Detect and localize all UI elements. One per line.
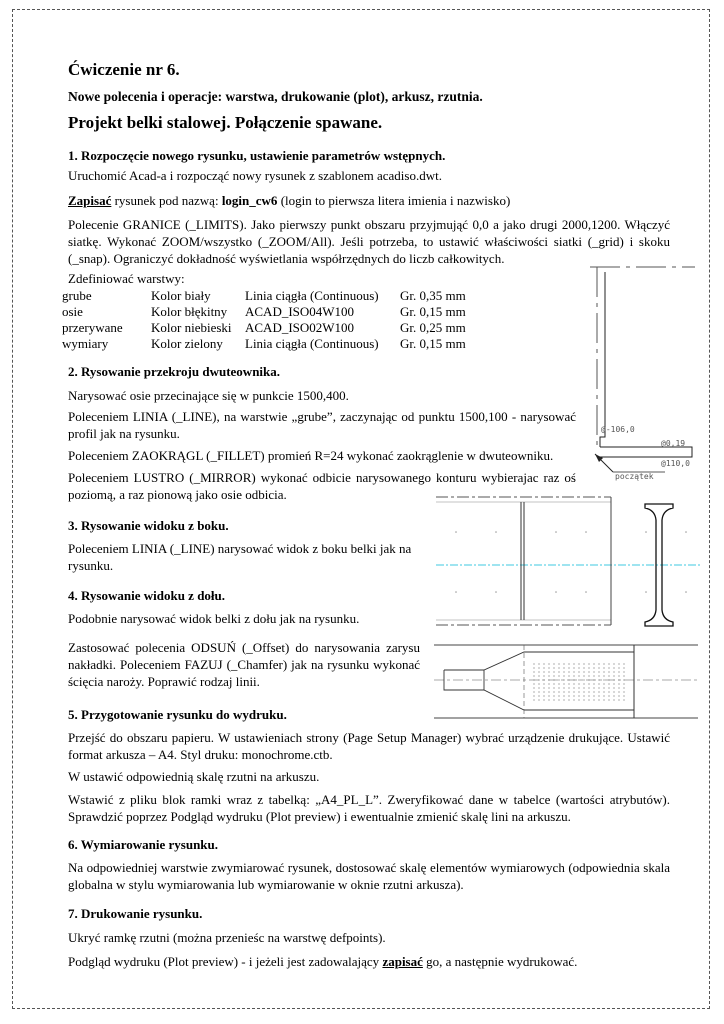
layer-name: przerywane (62, 320, 123, 335)
hatch-dot (568, 691, 569, 692)
hatch-dot (563, 699, 564, 700)
hatch-dot (533, 667, 534, 668)
hatch-dot (623, 671, 624, 672)
hatch-dot (568, 675, 569, 676)
hatch-dot (538, 683, 539, 684)
hatch-dot (598, 695, 599, 696)
ibeam-profile-drawing (585, 262, 700, 487)
hatch-dot (548, 683, 549, 684)
hatch-dot (563, 679, 564, 680)
hatch-dot (623, 679, 624, 680)
hatch-dot (573, 691, 574, 692)
hatch-dot (553, 691, 554, 692)
hatch-dot (623, 695, 624, 696)
hatch-dot (538, 675, 539, 676)
hatch-dot (543, 691, 544, 692)
hatch-dot (558, 667, 559, 668)
layer-weight: Gr. 0,15 mm (400, 304, 466, 319)
hatch-dot (613, 683, 614, 684)
section-1-heading: 1. Rozpoczęcie nowego rysunku, ustawienie parametrów wstępnych. (68, 148, 446, 163)
hatch-dot (608, 691, 609, 692)
s4-paragraph-1: Podobnie narysować widok belki z dołu jak na rysunku. (68, 611, 360, 626)
hatch-dot (608, 663, 609, 664)
hatch-dot (558, 695, 559, 696)
hatch-dot (563, 675, 564, 676)
hatch-dot (573, 695, 574, 696)
hatch-dot (593, 679, 594, 680)
coord-label: @-106,0 (601, 425, 635, 434)
hatch-dot (598, 691, 599, 692)
hatch-dot (598, 671, 599, 672)
hatch-dot (543, 675, 544, 676)
hatch-dot (553, 699, 554, 700)
hatch-dot (563, 663, 564, 664)
hatch-dot (608, 683, 609, 684)
hatch-dot (548, 699, 549, 700)
layer-linetype: ACAD_ISO02W100 (245, 320, 355, 335)
hatch-dot (588, 683, 589, 684)
s1-paragraph-3: Polecenie GRANICE (_LIMITS). Jako pierwszy punkt obszaru przyjmująć 0,0 a jako drugi 2000,1200. Włączyć siatkę. Wykonać ZOOM/wszystko (_ZOOM/All). Jeśli potrzeba, to ustawić właściwości siatki (_grid) i skoku (_snap). Ograniczyć dokładność wyświetlania współrzędnych do liczb całkowitych. (68, 217, 670, 266)
hatch-dot (548, 695, 549, 696)
hatch-dot (578, 691, 579, 692)
hatch-dot (623, 687, 624, 688)
hatch-dot (618, 687, 619, 688)
hatch-dot (568, 667, 569, 668)
hatch-dot (558, 675, 559, 676)
hatch-dot (558, 679, 559, 680)
hatch-dot (608, 675, 609, 676)
hatch-dot (573, 687, 574, 688)
save-word-2: zapisać (382, 954, 423, 969)
layer-linetype: Linia ciągła (Continuous) (245, 336, 379, 351)
hatch-dot (593, 671, 594, 672)
hatch-dot (578, 695, 579, 696)
hatch-dot (608, 699, 609, 700)
hatch-dot (558, 671, 559, 672)
hatch-dot (603, 679, 604, 680)
coord-label: @110,0 (661, 459, 690, 468)
subtitle: Nowe polecenia i operacje: warstwa, drukowanie (plot), arkusz, rzutnia. (68, 89, 483, 104)
hatch-dot (593, 695, 594, 696)
hatch-dot (543, 695, 544, 696)
hatch-dot (543, 699, 544, 700)
hatch-dot (578, 683, 579, 684)
hatch-dot (543, 687, 544, 688)
hatch-dot (613, 691, 614, 692)
layer-name: osie (62, 304, 83, 319)
hatch-dot (558, 683, 559, 684)
hatch-dot (568, 683, 569, 684)
hatch-dot (548, 667, 549, 668)
hatch-dot (583, 687, 584, 688)
hatch-dot (618, 691, 619, 692)
hatch-dot (533, 699, 534, 700)
hatch-dot (568, 671, 569, 672)
section-6-heading: 6. Wymiarowanie rysunku. (68, 837, 219, 852)
s5-paragraph-3: Wstawić z pliku blok ramki wraz z tabelką: „A4_PL_L”. Zweryfikować dane w tabelce (wartości atrybutów). Sprawdzić poprzez Podgląd wydruku (Plot preview) i ewentualnie zmienić skalę lini na arkuszu. (68, 792, 670, 824)
hatch-dot (613, 699, 614, 700)
section-4-heading: 4. Rysowanie widoku z dołu. (68, 588, 226, 603)
hatch-dot (553, 671, 554, 672)
hatch-dot (548, 675, 549, 676)
hatch-dot (583, 663, 584, 664)
hatch-dot (583, 671, 584, 672)
layer-name: wymiary (62, 336, 109, 351)
s7-paragraph-1: Ukryć ramkę rzutni (można przenieśc na warstwę defpoints). (68, 930, 386, 945)
hatch-dot (593, 675, 594, 676)
hatch-dot (553, 687, 554, 688)
hatch-dot (538, 687, 539, 688)
hatch-dot (558, 663, 559, 664)
layer-weight: Gr. 0,15 mm (400, 336, 466, 351)
hatch-dot (563, 667, 564, 668)
hatch-dot (583, 699, 584, 700)
hatch-dot (553, 675, 554, 676)
s5-paragraph-1: Przejść do obszaru papieru. W ustawieniach strony (Page Setup Manager) wybrać urządzenie drukujące. Ustawić format arkusza – A4. Styl druku: monochrome.ctb. (68, 730, 670, 762)
hatch-dot (563, 695, 564, 696)
hatch-dot (588, 679, 589, 680)
hatch-dot (548, 691, 549, 692)
hatch-dot (543, 667, 544, 668)
hatch-dot (598, 683, 599, 684)
hatch-dot (568, 687, 569, 688)
hatch-dot (553, 683, 554, 684)
hatch-dot (588, 667, 589, 668)
hatch-dot (593, 687, 594, 688)
hatch-dot (533, 663, 534, 664)
hatch-dot (598, 679, 599, 680)
hatch-dot (593, 699, 594, 700)
hatch-dot (603, 667, 604, 668)
hatch-dot (583, 691, 584, 692)
hatch-dot (563, 691, 564, 692)
hatch-dot (618, 695, 619, 696)
hatch-dot (583, 679, 584, 680)
layer-color: Kolor biały (151, 288, 211, 303)
hatch-dot (613, 667, 614, 668)
s4-paragraph-2: Zastosować polecenia ODSUŃ (_Offset) do narysowania zarysu nakładki. Poleceniem FAZUJ (_Chamfer) jak na rysunku wykonać ścięcia naroży. Poprawić rodzaj linii. (68, 640, 420, 689)
hatch-dot (608, 687, 609, 688)
layer-weight: Gr. 0,35 mm (400, 288, 466, 303)
hatch-dot (553, 667, 554, 668)
hatch-dot (578, 687, 579, 688)
hatch-dot (538, 679, 539, 680)
hatch-dot (618, 663, 619, 664)
hatch-dot (613, 675, 614, 676)
hatch-dot (603, 687, 604, 688)
hatch-dot (563, 687, 564, 688)
hatch-dot (538, 671, 539, 672)
hatch-dot (548, 663, 549, 664)
s2-paragraph-1: Narysować osie przecinające się w punkcie 1500,400. (68, 388, 349, 403)
hatch-dot (598, 687, 599, 688)
hatch-dot (578, 663, 579, 664)
hatch-dot (578, 675, 579, 676)
hatch-dot (623, 667, 624, 668)
hatch-dot (598, 663, 599, 664)
layer-color: Kolor niebieski (151, 320, 232, 335)
hatch-dot (623, 683, 624, 684)
hatch-dot (613, 671, 614, 672)
hatch-dot (593, 683, 594, 684)
hatch-dot (593, 667, 594, 668)
hatch-dot (533, 679, 534, 680)
hatch-dot (553, 663, 554, 664)
hatch-dot (608, 695, 609, 696)
hatch-dot (603, 699, 604, 700)
hatch-dot (583, 683, 584, 684)
hatch-dot (603, 663, 604, 664)
hatch-dot (623, 691, 624, 692)
hatch-dot (578, 667, 579, 668)
hatch-dot (543, 671, 544, 672)
hatch-dot (538, 663, 539, 664)
hatch-dot (613, 695, 614, 696)
layer-linetype: Linia ciągła (Continuous) (245, 288, 379, 303)
hatch-dot (573, 675, 574, 676)
layer-color: Kolor błękitny (151, 304, 228, 319)
hatch-dot (578, 671, 579, 672)
beam-side-view-drawing (436, 492, 700, 634)
hatch-dot (603, 675, 604, 676)
s7-paragraph-2: Podgląd wydruku (Plot preview) - i jeżeli jest zadowalający zapisać go, a następnie wydrukować. (68, 954, 578, 969)
s5-paragraph-2: W ustawić odpowiednią skalę rzutni na arkuszu. (68, 769, 320, 784)
hatch-dot (548, 679, 549, 680)
s2-paragraph-2: Poleceniem LINIA (_LINE), na warstwie „grube”, zaczynając od punktu 1500,100 - narysować profil jak na rysunku. (68, 409, 576, 441)
hatch-dot (558, 699, 559, 700)
hatch-dot (608, 679, 609, 680)
hatch-dot (573, 667, 574, 668)
s1-paragraph-1: Uruchomić Acad-a i rozpocząć nowy rysunek z szablonem acadiso.dwt. (68, 168, 442, 183)
hatch-dot (593, 691, 594, 692)
section-5-heading: 5. Przygotowanie rysunku do wydruku. (68, 707, 287, 722)
hatch-dot (608, 671, 609, 672)
s2-paragraph-3: Poleceniem ZAOKRĄGL (_FILLET) promień R=24 wykonać zaokrąglenie w dwuteowniku. (68, 448, 554, 463)
layers-intro: Zdefiniować warstwy: (68, 271, 185, 286)
hatch-dot (618, 699, 619, 700)
s2-paragraph-4: Poleceniem LUSTRO (_MIRROR) wykonać odbicie narysowanego konturu wybierajac raz oś poziomą, a raz pionową jako osie odbicia. (68, 470, 576, 502)
hatch-dot (573, 663, 574, 664)
hatch-dot (623, 699, 624, 700)
hatch-dot (573, 679, 574, 680)
s1-paragraph-2: Zapisać rysunek pod nazwą: login_cw6 (login to pierwsza litera imienia i nazwisko) (68, 193, 511, 208)
hatch-dot (553, 679, 554, 680)
hatch-dot (538, 695, 539, 696)
hatch-dot (568, 679, 569, 680)
start-point-label: początek (615, 472, 654, 481)
hatch-dot (553, 695, 554, 696)
hatch-dot (588, 675, 589, 676)
save-word: Zapisać (68, 193, 112, 208)
hatch-dot (618, 679, 619, 680)
hatch-dot (603, 671, 604, 672)
section-7-heading: 7. Drukowanie rysunku. (68, 906, 203, 921)
hatch-dot (588, 691, 589, 692)
hatch-dot (613, 679, 614, 680)
hatch-dot (568, 699, 569, 700)
hatch-dot (598, 667, 599, 668)
hatch-dot (608, 667, 609, 668)
hatch-dot (583, 667, 584, 668)
section-2-heading: 2. Rysowanie przekroju dwuteownika. (68, 364, 281, 379)
layer-color: Kolor zielony (151, 336, 223, 351)
s3-paragraph-1: Poleceniem LINIA (_LINE) narysować widok z boku belki jak na rysunku. (68, 541, 412, 573)
hatch-dot (558, 687, 559, 688)
hatch-dot (623, 675, 624, 676)
hatch-dot (583, 675, 584, 676)
hatch-dot (533, 695, 534, 696)
hatch-dot (618, 683, 619, 684)
hatch-dot (548, 671, 549, 672)
hatch-dot (588, 663, 589, 664)
layer-weight: Gr. 0,25 mm (400, 320, 466, 335)
s6-paragraph-1: Na odpowiedniej warstwie zwymiarować rysunek, dostosować skalę elementów wymiarowych (odpowiednia skala globalna w stylu wymiarowania lub wymiarowanie w oknie rzutni arkusza). (68, 860, 670, 892)
section-3-heading: 3. Rysowanie widoku z boku. (68, 518, 229, 533)
hatch-dot (558, 691, 559, 692)
layer-name: grube (62, 288, 92, 303)
beam-bottom-view-drawing (434, 640, 700, 722)
layer-linetype: ACAD_ISO04W100 (245, 304, 355, 319)
hatch-dot (533, 691, 534, 692)
hatch-dot (573, 699, 574, 700)
hatch-dot (603, 695, 604, 696)
hatch-dot (603, 683, 604, 684)
hatch-dot (588, 687, 589, 688)
login-filename: login_cw6 (221, 193, 278, 208)
hatch-dot (588, 695, 589, 696)
hatch-dot (538, 691, 539, 692)
hatch-dot (573, 683, 574, 684)
hatch-dot (568, 663, 569, 664)
hatch-dot (618, 675, 619, 676)
coord-label: @0,19 (661, 439, 686, 448)
hatch-dot (573, 671, 574, 672)
hatch-dot (623, 663, 624, 664)
hatch-dot (533, 687, 534, 688)
hatch-dot (543, 663, 544, 664)
page-title: Ćwiczenie nr 6. (68, 60, 180, 79)
hatch-dot (588, 671, 589, 672)
hatch-dot (563, 683, 564, 684)
hatch-dot (568, 695, 569, 696)
hatch-dot (593, 663, 594, 664)
hatch-dot (588, 699, 589, 700)
project-title: Projekt belki stalowej. Połączenie spawane. (68, 113, 383, 132)
hatch-dot (618, 671, 619, 672)
hatch-dot (578, 699, 579, 700)
hatch-dot (583, 695, 584, 696)
hatch-dot (618, 667, 619, 668)
hatch-dot (603, 691, 604, 692)
hatch-dot (543, 679, 544, 680)
hatch-dot (548, 687, 549, 688)
hatch-dot (613, 687, 614, 688)
hatch-dot (563, 671, 564, 672)
hatch-dot (598, 675, 599, 676)
hatch-dot (578, 679, 579, 680)
hatch-dot (598, 699, 599, 700)
hatch-dot (538, 699, 539, 700)
hatch-dot (533, 675, 534, 676)
hatch-dot (533, 671, 534, 672)
hatch-dot (538, 667, 539, 668)
hatch-dot (543, 683, 544, 684)
hatch-dot (533, 683, 534, 684)
hatch-dot (613, 663, 614, 664)
